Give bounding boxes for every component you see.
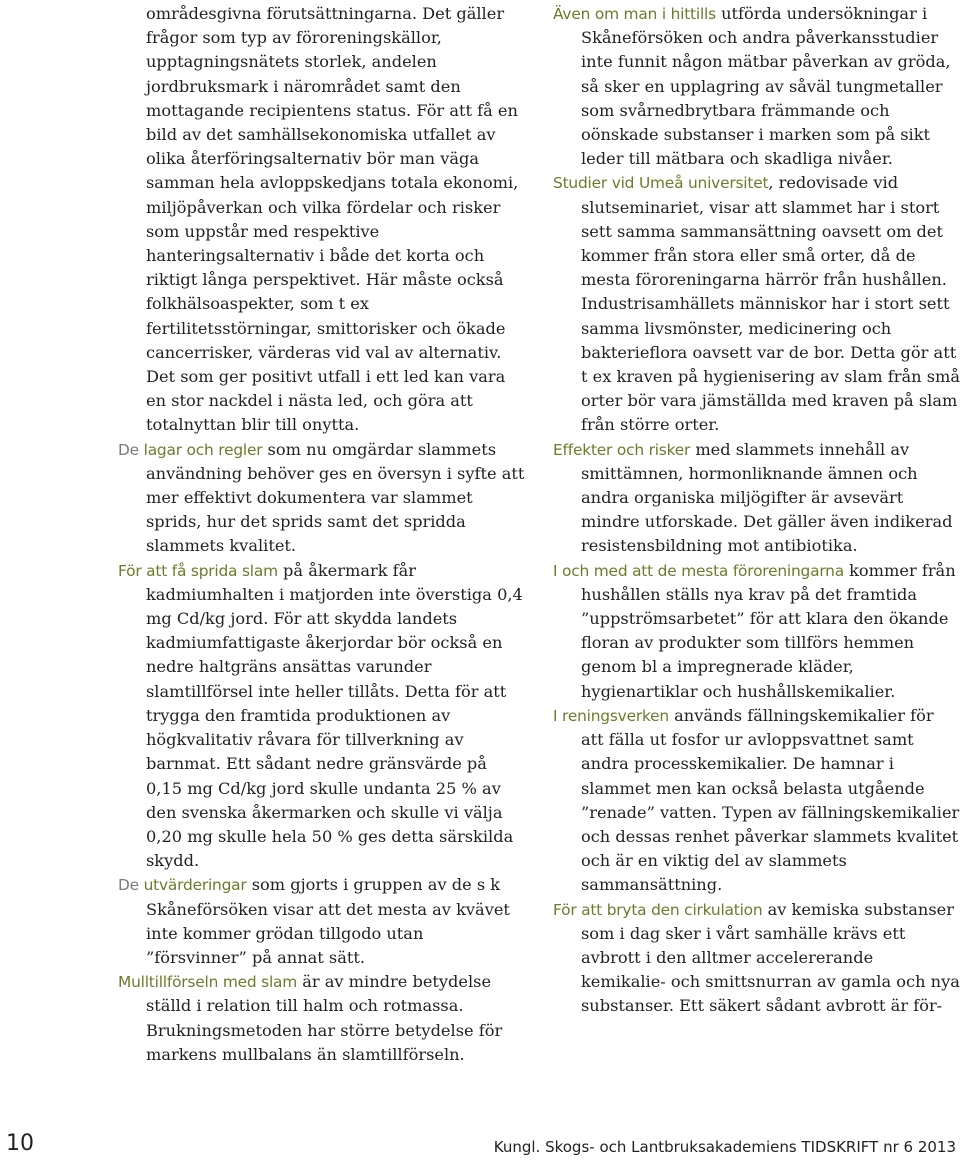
lead-in-heading <box>118 441 262 459</box>
lead-in-heading <box>118 876 247 894</box>
lead-in-keyword: lagar och regler <box>143 440 263 459</box>
lead-in-heading: För att bryta den cirkulation <box>553 900 763 919</box>
paragraph-bryta-cirkulation <box>553 898 960 1019</box>
lead-in-heading: Mulltillförseln med slam <box>118 973 298 992</box>
paragraph-effekter-och-risker <box>553 438 960 559</box>
paragraph-text: med slammets innehåll av smittämnen, hormonliknande ämnen och andra organiska miljögifter är avsevärt mindre utforskade. Det gäller även indikerad resistensbildning mot antibiotika. <box>581 439 953 556</box>
page-footer <box>0 1131 960 1161</box>
paragraph-text: används fällningskemikalier för att fälla ut fosfor ur avloppsvattnet samt andra processkemikalier. De hamnar i slammet men kan också belasta utgående ”renade” vatten. Typen av fällningskemikalier och dessas renhet påverkar slammets kvalitet och är en viktig del av slammets sammansättning. <box>581 705 960 895</box>
paragraph-text: områdesgivna förutsättningarna. Det gäller frågor som typ av föroreningskällor, upptagningsnätets storlek, andelen jordbruksmark i närområdet samt den mottagande recipientens status. För att få en bild av det samhällsekonomiska utfallet av olika återföringsalternativ bör man väga samman hela avloppskedjans totala ekonomi, miljöpåverkan och vilka fördelar och risker som uppstår med respektive hanteringsalternativ i både det korta och riktigt långa perspektivet. Här måste också folkhälsoaspekter, som t ex fertilitetsstörningar, smittorisker och ökade cancerrisker, värderas vid val av alternativ. Det som ger positivt utfall i ett led kan vara en stor nackdel i nästa led, och göra att totalnyttan blir till onytta. <box>146 4 519 435</box>
lead-in-heading: I och med att de mesta föroreningarna <box>553 561 844 580</box>
paragraph-text: kommer från hushållen ställs nya krav på det framtida ”uppströmsarbetet” för att klara den ökande floran av produkter som tillförs hemmen genom bl a impregnerade kläder, hygienartiklar och hushållskemikalier. <box>581 560 956 701</box>
paragraph-sprida-slam <box>118 559 528 874</box>
paragraph-text: , redovisade vid slutseminariet, visar att slammet har i stort sett samma sammansättning oavsett om det kommer från stora eller små orter, då de mesta föroreningarna härrör från hushållen. Industrisamhällets människor har i stort sett samma livsmönster, medicinering och bakterieflora oavsett var de bor. Detta gör att t ex kraven på hygienisering av slam från små orter bör vara jämställda med kraven på slam från större orter. <box>581 173 960 435</box>
paragraph-mulltillforseln <box>118 970 528 1067</box>
paragraph-text: utförda undersökningar i Skåneförsöken och andra påverkansstudier inte funnit någon mätbar påverkan av gröda, så sker en upplagring av såväl tungmetaller som svårnedbrytbara främmande och oönskade substanser i marken som på sikt leder till mätbara och skadliga nivåer. <box>581 4 951 169</box>
lead-in-heading: I reningsverken <box>553 706 669 725</box>
paragraph-text: av kemiska substanser som i dag sker i vårt samhälle krävs ett avbrott i den alltmer accelererande kemikalie- och smittsnurran av gamla och nya substanser. Ett säkert sådant avbrott är för- <box>581 899 960 1016</box>
paragraph-reningsverken <box>553 704 960 898</box>
paragraph-intro <box>118 2 528 438</box>
lead-in-heading: Studier vid Umeå universitet <box>553 174 769 193</box>
lead-in-heading: För att få sprida slam <box>118 561 278 580</box>
paragraph-text: är av mindre betydelse ställd i relation till halm och rotmassa. Brukningsmetoden har större betydelse för markens mullbalans än slamtillförseln. <box>146 972 503 1064</box>
paragraph-hittills <box>553 2 960 171</box>
paragraph-lagar-och-regler <box>118 438 528 559</box>
lead-in-keyword: utvärderingar <box>143 876 247 895</box>
lead-in-heading: Även om man i hittills <box>553 5 716 23</box>
paragraph-text: som nu omgärdar slammets användning behöver ges en översyn i syfte att mer effektivt dokumentera var slammet sprids, hur det sprids samt det spridda slammets kvalitet. <box>146 439 525 556</box>
left-column <box>118 2 528 1067</box>
paragraph-text: på åkermark får kadmiumhalten i matjorden inte överstiga 0,4 mg Cd/kg jord. För att skydda landets kadmiumfattigaste åkerjordar bör också en nedre haltgräns ansättas varunder slamtillförsel inte heller tillåts. Detta för att trygga den framtida produktionen av högkvalitativ råvara för tillverkning av barnmat. Ett sådant nedre gränsvärde på 0,15 mg Cd/kg jord skulle undanta 25 % av den svenska åkermarken och skulle vi välja 0,20 mg skulle hela 50 % ges detta särskilda skydd. <box>146 560 523 871</box>
lead-in-prefix: De <box>118 876 144 895</box>
journal-title: Kungl. Skogs- och Lantbruksakademiens TIDSKRIFT nr 6 2013 <box>493 1138 956 1156</box>
paragraph-text: som gjorts i gruppen av de s k Skåneförsöken visar att det mesta av kvävet inte kommer grödan tillgodo utan ”försvinner” på annat sätt. <box>146 875 510 967</box>
lead-in-heading: Effekter och risker <box>553 440 691 459</box>
paragraph-fororeningarna <box>553 559 960 704</box>
paragraph-utvarderingar <box>118 873 528 970</box>
lead-in-prefix: De <box>118 440 144 459</box>
paragraph-umea-universitet <box>553 171 960 437</box>
right-column <box>553 2 960 1019</box>
page-number: 10 <box>6 1131 34 1156</box>
